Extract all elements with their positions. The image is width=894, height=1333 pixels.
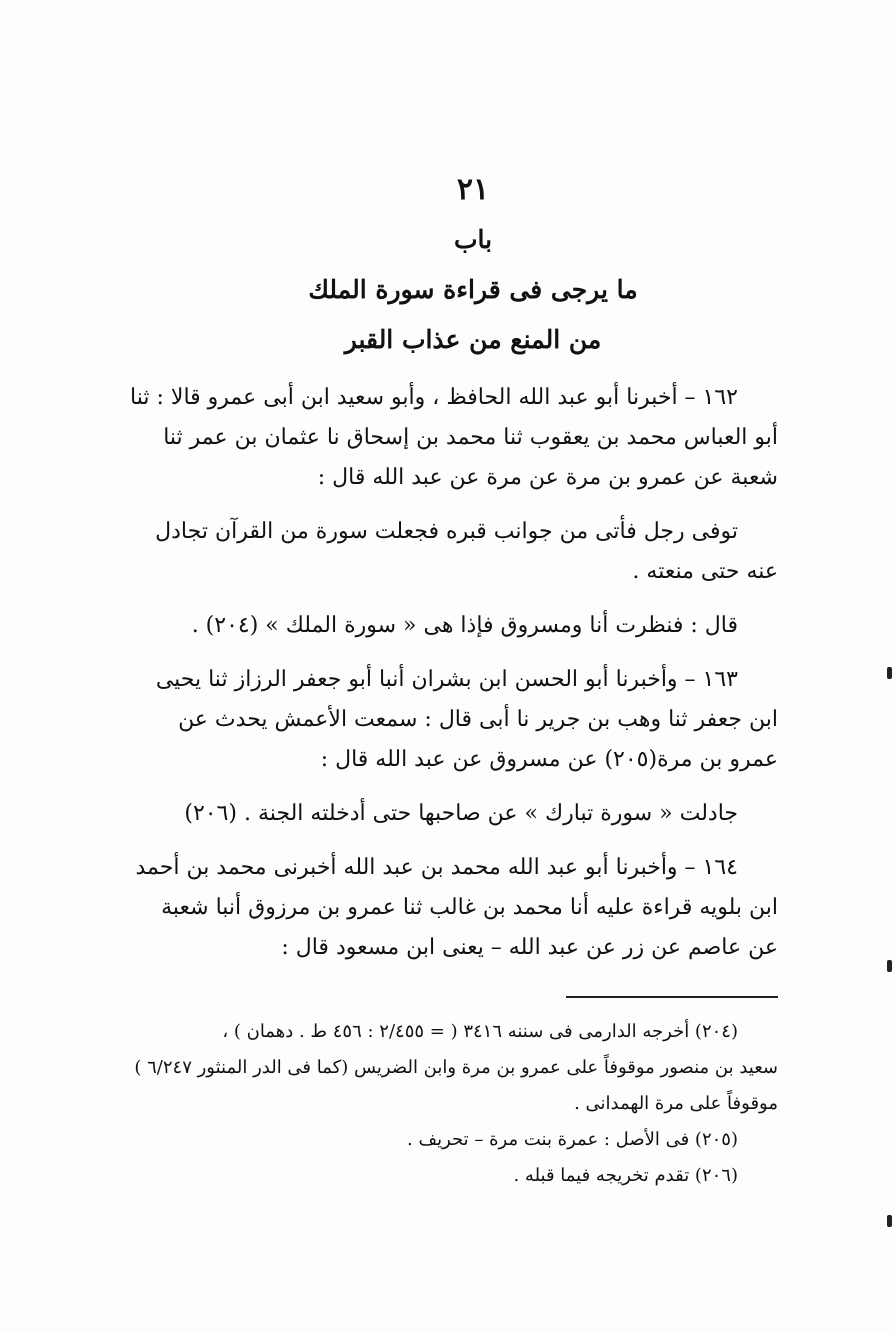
footnote-204-line-3: موقوفاً على مرة الهمدانى .	[574, 1093, 778, 1114]
footnote-204-line-1: (٢٠٤) أخرجه الدارمى فى سننه ٣٤١٦ ( = ٢/٤٥٥ : ٤٥٦ ط . دهمان ) ،	[222, 1021, 738, 1042]
hadith-162-isnad: ١٦٢ – أخبرنا أبو عبد الله الحافظ ، وأبو سعيد ابن أبى عمرو قالا : ثنا أبو العباس محمد بن يعقوب ثنا محمد بن إسحاق نا عثمان بن عمر ثنا شعبة عن عمرو بن مرة عن مرة عن عبد الله قال :	[130, 385, 778, 490]
hadith-164-isnad: ١٦٤ – وأخبرنا أبو عبد الله محمد بن عبد الله أخبرنى محمد بن أحمد ابن بلويه قراءة عليه أنا محمد بن غالب ثنا عمرو بن مرزوق أنبا شعبة عن عاصم عن زر عن عبد الله – يعنى ابن مسعود قال :	[135, 855, 778, 960]
footnotes	[128, 1014, 778, 1194]
hadith-163-isnad: ١٦٣ – وأخبرنا أبو الحسن ابن بشران أنبا أبو جعفر الرزاز ثنا يحيى ابن جعفر ثنا وهب بن جرير نا أبى قال : سمعت الأعمش يحدث عن عمرو بن مرة(٢٠٥) عن مسروق عن عبد الله قال :	[155, 667, 778, 772]
footnote-206: (٢٠٦) تقدم تخريجه فيما قبله .	[513, 1165, 738, 1186]
chapter-number: ٢١	[456, 172, 490, 207]
chapter-heading-bab: باب	[453, 225, 493, 254]
footnote-204-line-2: سعيد بن منصور موقوفاً على عمرو بن مرة وابن الضريس (كما فى الدر المنثور ٦/٢٤٧ )	[134, 1057, 778, 1078]
chapter-subtitle: من المنع من عذاب القبر	[344, 325, 602, 354]
chapter-title: ما يرجى فى قراءة سورة الملك	[308, 275, 638, 304]
footnote-separator	[566, 996, 778, 998]
hadith-162-matn: توفى رجل فأتى من جوانب قبره فجعلت سورة من القرآن تجادل عنه حتى منعته .	[155, 519, 778, 584]
scan-edge-mark	[887, 960, 892, 972]
footnote-205: (٢٠٥) فى الأصل : عمرة بنت مرة – تحريف .	[407, 1129, 738, 1150]
hadith-163-matn: جادلت « سورة تبارك » عن صاحبها حتى أدخلته الجنة . (٢٠٦)	[184, 801, 738, 826]
hadith-162-conclusion: قال : فنظرت أنا ومسروق فإذا هى « سورة الملك » (٢٠٤) .	[191, 613, 738, 638]
scan-edge-mark	[887, 667, 892, 679]
scan-edge-mark	[887, 1215, 892, 1227]
page-content	[128, 170, 778, 1194]
